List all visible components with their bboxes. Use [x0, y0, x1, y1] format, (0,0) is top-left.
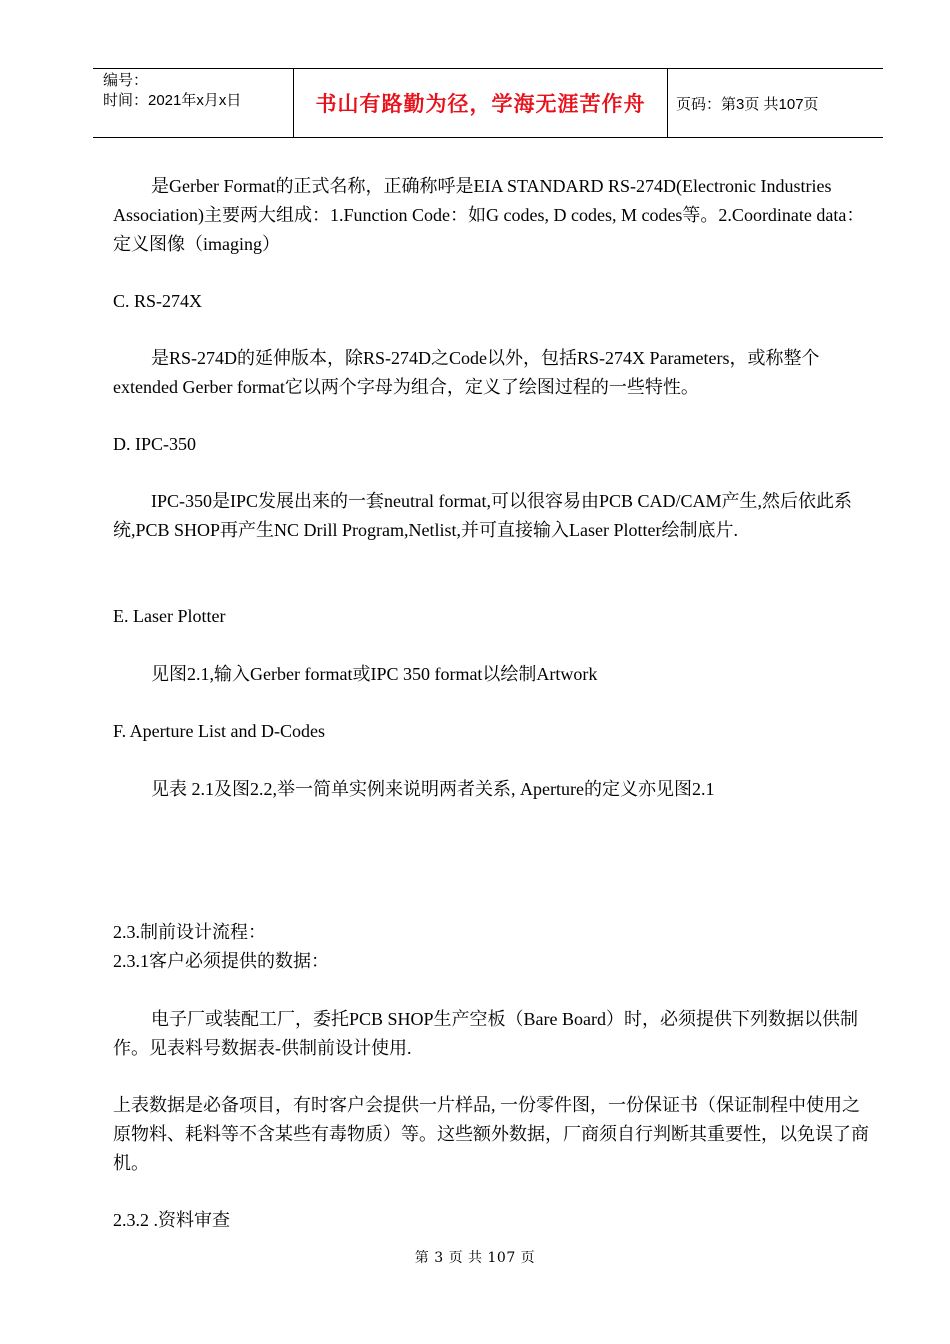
heading-rs274x: C. RS-274X: [113, 291, 203, 311]
paragraph-ipc350: IPC-350是IPC发展出来的一套neutral format,可以很容易由PCB CAD/CAM产生,然后依此系统,PCB SHOP再产生NC Drill Program,Netlist,并可直接输入Laser Plotter绘制底片.: [113, 491, 853, 540]
paragraph-extra-data: 上表数据是必备项目，有时客户会提供一片样品, 一份零件图，一份保证书（保证制程中使用之原物料、耗料等不含某些有毒物质）等。这些额外数据，厂商须自行判断其重要性，以免误了商机。: [113, 1095, 869, 1173]
heading-aperture-list: F. Aperture List and D-Codes: [113, 721, 326, 741]
heading-laser-plotter: E. Laser Plotter: [113, 606, 226, 626]
paragraph-customer-data: 电子厂或装配工厂，委托PCB SHOP生产空板（Bare Board）时，必须提供下列数据以供制作。见表料号数据表-供制前设计使用.: [113, 1009, 859, 1058]
heading-data-review: 2.3.2 .资料审查: [113, 1210, 230, 1230]
paragraph-rs274x: 是RS-274D的延伸版本，除RS-274D之Code以外，包括RS-274X Parameters，或称整个extended Gerber format它以两个字母为组合，定义了绘图过程的一些特性。: [113, 348, 820, 397]
heading-ipc350: D. IPC-350: [113, 434, 197, 454]
paragraph-laser-plotter: 见图2.1,输入Gerber format或IPC 350 format以绘制Artwork: [151, 664, 598, 684]
header-meta: [103, 71, 241, 111]
paragraph-aperture-list: 见表 2.1及图2.2,举一简单实例来说明两者关系, Aperture的定义亦见图2.1: [151, 779, 715, 799]
paragraph-gerber-definition: 是Gerber Format的正式名称，正确称呼是EIA STANDARD RS-274D(Electronic Industries Association)主要两大组成：1.Function Code：如G codes, D codes, M codes等。2.Coordinate data：定义图像（imaging）: [113, 176, 865, 254]
page-footer: 第 3 页 共 107 页: [414, 1250, 536, 1266]
page-header: [93, 68, 883, 138]
header-motto: 书山有路勤为径，学海无涯苦作舟: [315, 93, 646, 116]
header-number-label: 编号：: [103, 72, 149, 89]
heading-pre-design-flow: 2.3.制前设计流程：: [113, 922, 266, 942]
heading-customer-data: 2.3.1客户必须提供的数据：: [113, 951, 329, 971]
header-page-info: 页码：第3页 共107页: [676, 95, 819, 113]
header-time-label: 时间：2021年x月x日: [103, 92, 242, 109]
header-divider: [667, 69, 668, 137]
